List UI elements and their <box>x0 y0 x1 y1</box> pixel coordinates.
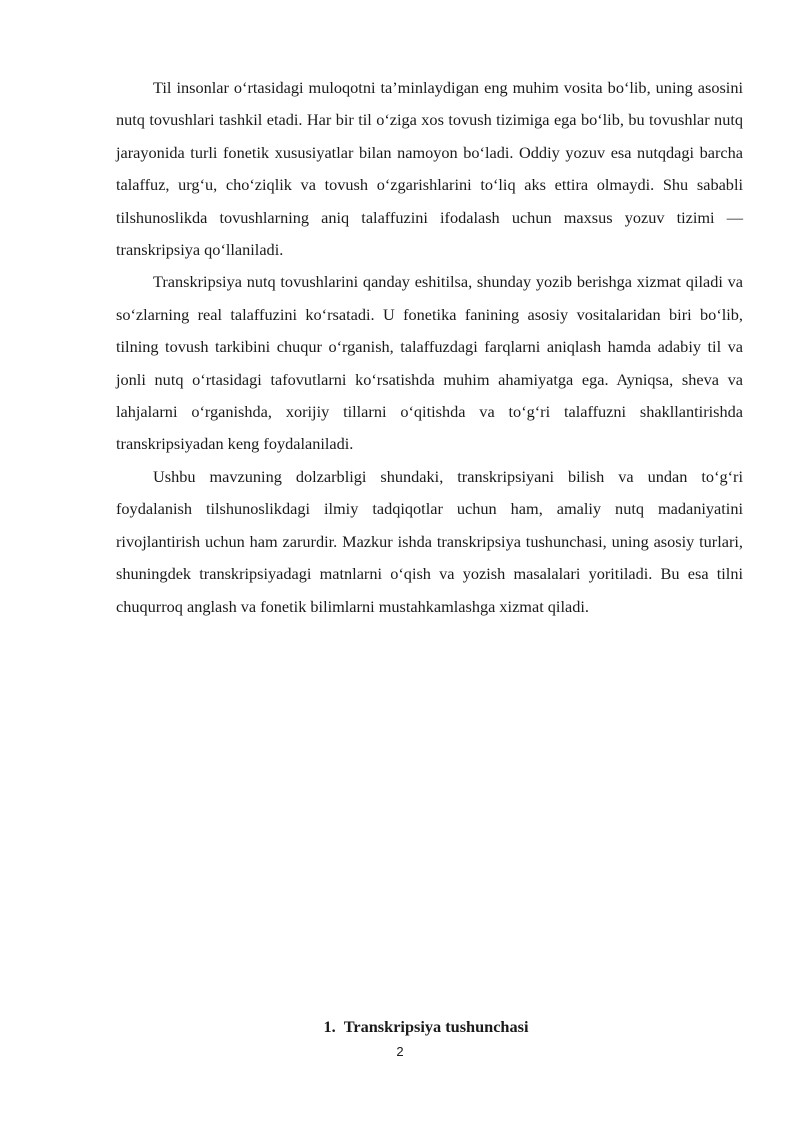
paragraph-2: Transkripsiya nutq tovushlarini qanday eshitilsa, shunday yozib berishga xizmat qiladi va so‘zlarning real talaffuzini ko‘rsatadi. U fonetika fanining asosiy vositalaridan biri bo‘lib, tilning tovush tarkibini chuqur o‘rganish, talaffuzdagi farqlarni aniqlash hamda adabiy til va jonli nutq o‘rtasidagi tafovutlarni ko‘rsatishda muhim ahamiyatga ega. Ayniqsa, sheva va lahjalarni o‘rganishda, xorijiy tillarni o‘qitishda va to‘g‘ri talaffuzni shakllantirishda transkripsiyadan keng foydalaniladi. <box>116 272 743 454</box>
paragraph-1: Til insonlar o‘rtasidagi muloqotni ta’minlaydigan eng muhim vosita bo‘lib, uning asosini nutq tovushlari tashkil etadi. Har bir til o‘ziga xos tovush tizimiga ega bo‘lib, bu tovushlar nutq jarayonida turli fonetik xususiyatlar bilan namoyon bo‘ladi. Oddiy yozuv esa nutqdagi barcha talaffuz, urg‘u, cho‘ziqlik va tovush o‘zgarishlarini to‘liq aks ettira olmaydi. Shu sababli tilshunoslikda tovushlarning aniq talaffuzini ifodalash uchun maxsus yozuv tizimi — transkripsiya qo‘llaniladi. <box>116 78 743 260</box>
body-text <box>116 72 743 623</box>
paragraph-3: Ushbu mavzuning dolzarbligi shundaki, transkripsiyani bilish va undan to‘g‘ri foydalanish tilshunoslikdagi ilmiy tadqiqotlar uchun ham, amaliy nutq madaniyatini rivojlantirish uchun ham zarurdir. Mazkur ishda transkripsiya tushunchasi, uning asosiy turlari, shuningdek transkripsiyadagi matnlarni o‘qish va yozish masalalari yoritiladi. Bu esa tilni chuqurroq anglash va fonetik bilimlarni mustahkamlashga xizmat qiladi. <box>116 466 743 616</box>
section-heading <box>0 1015 800 1039</box>
section-number: 1. <box>323 1017 336 1036</box>
section-title: Transkripsiya tushunchasi <box>343 1017 529 1036</box>
page-number: 2 <box>396 1044 404 1059</box>
